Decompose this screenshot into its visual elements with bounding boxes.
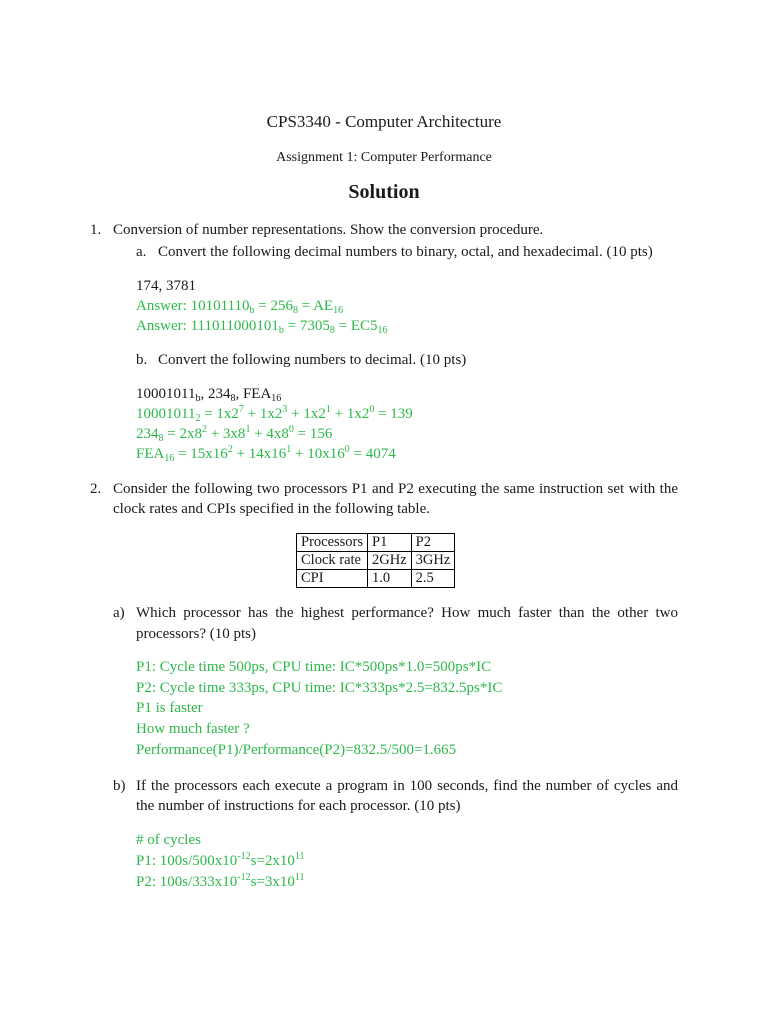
q1a-answer-1: Answer: $10101110_b = 256_8 = AE_{16}$ <box>136 298 344 316</box>
q2b-cycles-heading: # of cycles <box>136 832 201 848</box>
table-cell: 1.0 <box>368 570 412 588</box>
table-cell: 2GHz <box>368 552 412 570</box>
q2a-answer-line: Performance(P1)/Performance(P2)=832.5/500=1.665 <box>136 742 457 758</box>
q2-prompt-line-2: clock rates and CPIs specified in the following table. <box>113 501 430 517</box>
table-cell: Processors <box>297 534 368 552</box>
q2a-answer-line: P2: Cycle time 333ps, CPU time: IC*333ps*2.5=832.5ps*IC <box>136 680 503 696</box>
course-title: CPS3340 - Computer Architecture <box>266 112 502 131</box>
q2-prompt-line-1: Consider the following two processors P1 and P2 executing the same instruction set with the <box>113 481 678 497</box>
q1a-given: 174, 3781 <box>136 278 196 294</box>
table-cell: P1 <box>368 534 412 552</box>
q1b-solution-2: $234_8 = 2x8^2 + 3x8^1 + 4x8^0 = 156$ <box>136 424 333 444</box>
assignment-title: Assignment 1: Computer Performance <box>276 150 492 165</box>
table-cell: Clock rate <box>297 552 368 570</box>
q2a-answer-line: P1: Cycle time 500ps, CPU time: IC*500ps*1.0=500ps*IC <box>136 659 492 675</box>
q2a-prompt-line-2: processors? (10 pts) <box>136 626 256 642</box>
q2b-cycles-p2: P2: $100s/333x10^{-12}s=3x10^{11}$ <box>136 872 305 890</box>
q2b-label: b) <box>113 778 126 794</box>
q1b-label: b. <box>136 352 148 368</box>
table-cell: 3GHz <box>411 552 455 570</box>
q1a-label: a. <box>136 244 147 260</box>
q1a-prompt: Convert the following decimal numbers to binary, octal, and hexadecimal. (10 pts) <box>158 244 653 260</box>
q2a-label: a) <box>113 605 125 621</box>
q1a-answer-2: Answer: $111011000101_b = 7305_8 = EC5_{16}$ <box>136 318 388 336</box>
q1-prompt: Conversion of number representations. Show the conversion procedure. <box>113 222 544 238</box>
q1-number: 1. <box>90 222 102 238</box>
solution-heading: Solution <box>348 181 420 203</box>
q2b-cycles-p1: P1: $100s/500x10^{-12}s=2x10^{11}$ <box>136 851 305 869</box>
q2a-answer-line: P1 is faster <box>136 700 203 716</box>
table-header-row <box>297 534 455 552</box>
table-row <box>297 552 455 570</box>
q1b-prompt: Convert the following numbers to decimal. (10 pts) <box>158 352 467 368</box>
q2b-prompt-line-1: If the processors each execute a program in 100 seconds, find the number of cycles and <box>136 778 678 794</box>
q1b-given: $10001011_b$, $234_8$, $FEA_{16}$ <box>136 386 282 404</box>
processor-table <box>296 533 455 588</box>
table-cell: P2 <box>411 534 455 552</box>
table-row <box>297 570 455 588</box>
q2a-prompt-line-1: Which processor has the highest performance? How much faster than the other two <box>136 605 678 621</box>
table-cell: 2.5 <box>411 570 455 588</box>
q2a-answer-line: How much faster ? <box>136 721 250 737</box>
q2b-prompt-line-2: the number of instructions for each processor. (10 pts) <box>136 798 461 814</box>
q1b-solution-1: $10001011_2 = 1x2^7 + 1x2^3 + 1x2^1 + 1x2^0 = 139$ <box>136 404 413 424</box>
q2-number: 2. <box>90 481 102 497</box>
table-cell: CPI <box>297 570 368 588</box>
q1b-solution-3: $FEA_{16} = 15x16^2 + 14x16^1 + 10x16^0 = 4074$ <box>136 444 396 464</box>
